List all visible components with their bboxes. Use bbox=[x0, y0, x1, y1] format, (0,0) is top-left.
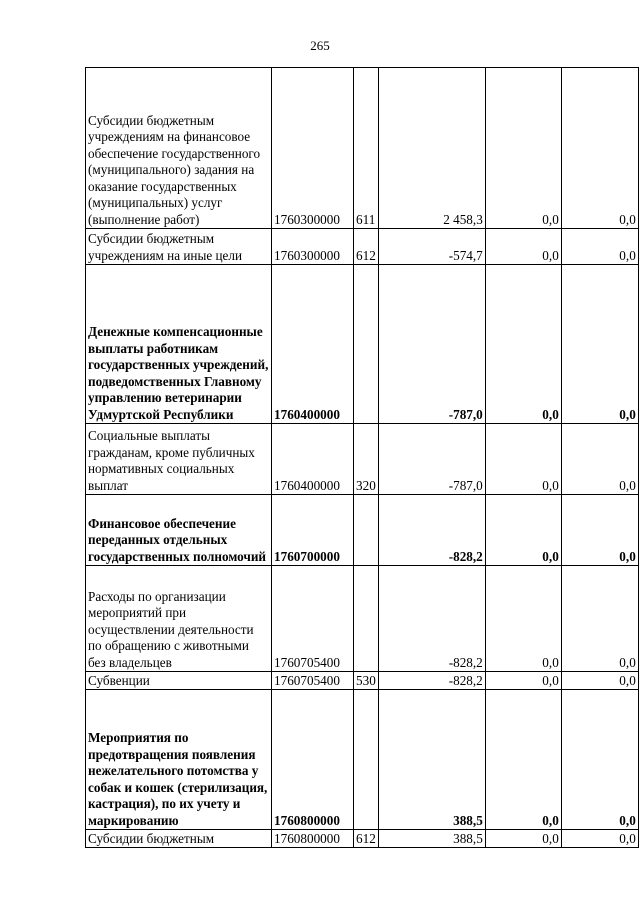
table-row bbox=[86, 229, 639, 265]
table-row bbox=[86, 690, 639, 830]
row-vr: 530 bbox=[354, 672, 379, 690]
row-value-1: 2 458,3 bbox=[378, 68, 485, 229]
row-value-3: 0,0 bbox=[561, 265, 638, 424]
row-value-2: 0,0 bbox=[485, 265, 561, 424]
row-code: 1760300000 bbox=[272, 229, 354, 265]
row-value-3: 0,0 bbox=[561, 495, 638, 566]
row-value-3: 0,0 bbox=[561, 229, 638, 265]
row-value-2: 0,0 bbox=[485, 566, 561, 672]
row-value-3: 0,0 bbox=[561, 424, 638, 495]
row-vr: 320 bbox=[354, 424, 379, 495]
row-value-3: 0,0 bbox=[561, 690, 638, 830]
row-name: Социальные выплаты гражданам, кроме публичных нормативных социальных выплат bbox=[86, 424, 272, 495]
row-code: 1760700000 bbox=[272, 495, 354, 566]
row-value-3: 0,0 bbox=[561, 830, 638, 848]
table-row bbox=[86, 830, 639, 848]
row-name: Субвенции bbox=[86, 672, 272, 690]
row-value-1: -828,2 bbox=[378, 672, 485, 690]
row-value-1: -828,2 bbox=[378, 495, 485, 566]
row-value-1: -574,7 bbox=[378, 229, 485, 265]
row-value-2: 0,0 bbox=[485, 690, 561, 830]
row-code: 1760800000 bbox=[272, 830, 354, 848]
row-code: 1760400000 bbox=[272, 265, 354, 424]
table-row bbox=[86, 672, 639, 690]
row-vr bbox=[354, 265, 379, 424]
row-code: 1760705400 bbox=[272, 672, 354, 690]
row-value-1: 388,5 bbox=[378, 830, 485, 848]
row-name: Субсидии бюджетным учреждениям на финансовое обеспечение государственного (муниципального) задания на оказание государственных (муниципальных) услуг (выполнение работ) bbox=[86, 68, 272, 229]
budget-table bbox=[85, 67, 639, 848]
row-vr bbox=[354, 495, 379, 566]
row-value-1: -787,0 bbox=[378, 265, 485, 424]
row-value-2: 0,0 bbox=[485, 672, 561, 690]
row-name: Расходы по организации мероприятий при осуществлении деятельности по обращению с животными без владельцев bbox=[86, 566, 272, 672]
row-value-1: -828,2 bbox=[378, 566, 485, 672]
row-value-2: 0,0 bbox=[485, 229, 561, 265]
row-value-3: 0,0 bbox=[561, 672, 638, 690]
row-code: 1760300000 bbox=[272, 68, 354, 229]
row-vr bbox=[354, 690, 379, 830]
row-vr: 612 bbox=[354, 229, 379, 265]
row-name: Денежные компенсационные выплаты работникам государственных учреждений, подведомственных Главному управлению ветеринарии Удмуртской Республики bbox=[86, 265, 272, 424]
row-name: Субсидии бюджетным учреждениям на иные цели bbox=[86, 229, 272, 265]
row-vr: 612 bbox=[354, 830, 379, 848]
page-number: 265 bbox=[310, 38, 330, 53]
row-value-1: -787,0 bbox=[378, 424, 485, 495]
row-code: 1760400000 bbox=[272, 424, 354, 495]
row-code: 1760705400 bbox=[272, 566, 354, 672]
table-row bbox=[86, 566, 639, 672]
table-row bbox=[86, 424, 639, 495]
table-row bbox=[86, 265, 639, 424]
row-name: Мероприятия по предотвращения появления нежелательного потомства у собак и кошек (стерилизация, кастрация), по их учету и маркированию bbox=[86, 690, 272, 830]
row-code: 1760800000 bbox=[272, 690, 354, 830]
row-value-2: 0,0 bbox=[485, 424, 561, 495]
row-vr: 611 bbox=[354, 68, 379, 229]
row-name: Финансовое обеспечение переданных отдельных государственных полномочий bbox=[86, 495, 272, 566]
row-value-2: 0,0 bbox=[485, 830, 561, 848]
table-row bbox=[86, 495, 639, 566]
row-value-2: 0,0 bbox=[485, 495, 561, 566]
row-value-1: 388,5 bbox=[378, 690, 485, 830]
row-value-2: 0,0 bbox=[485, 68, 561, 229]
row-vr bbox=[354, 566, 379, 672]
row-value-3: 0,0 bbox=[561, 68, 638, 229]
row-name: Субсидии бюджетным bbox=[86, 830, 272, 848]
table-row bbox=[86, 68, 639, 229]
row-value-3: 0,0 bbox=[561, 566, 638, 672]
